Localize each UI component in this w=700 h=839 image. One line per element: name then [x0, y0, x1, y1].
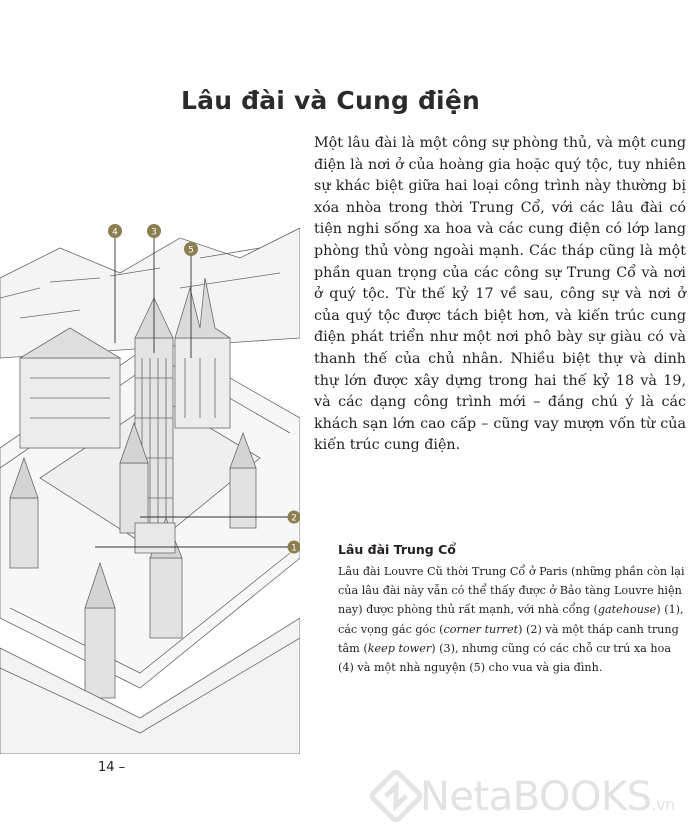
caption-term-corner-turret: corner turret	[443, 622, 519, 636]
castle-sketch	[0, 228, 300, 754]
caption-title: Lâu đài Trung Cổ	[338, 542, 456, 557]
page-number: 14 –	[98, 760, 126, 775]
caption-text	[338, 562, 690, 677]
svg-text:4: 4	[112, 227, 118, 238]
callout-label-1	[288, 541, 301, 554]
caption-term-keep-tower: keep tower	[367, 641, 432, 655]
callout-label-2	[288, 511, 301, 524]
callout-label-4	[108, 224, 122, 238]
caption-text-part-2: ) (1), các vọng gác góc (	[338, 603, 684, 636]
watermark-brand: NetaBOOKS	[420, 774, 652, 820]
svg-text:2: 2	[291, 513, 297, 524]
caption-term-gatehouse: gatehouse	[597, 603, 657, 617]
caption-text-part-3: ) (2) và một tháp canh trung tâm (	[338, 622, 679, 655]
page-title: Lâu đài và Cung điện	[181, 86, 480, 115]
caption-text-part-1: Lâu đài Louvre Cũ thời Trung Cổ ở Paris (những phần còn lại của lâu đài này vẫn có thể thấy được ở Bảo tàng Louvre hiện nay) được phòng thủ rất mạnh, với nhà cổng (	[338, 565, 685, 617]
svg-text:3: 3	[151, 227, 157, 238]
callout-label-3	[147, 224, 161, 238]
caption-text-part-4: ) (3), nhưng cũng có các chỗ cư trú xa hoa (4) và một nhà nguyện (5) cho vua và gia đình.	[338, 641, 671, 675]
svg-text:1: 1	[291, 543, 297, 554]
castle-illustration	[0, 218, 300, 754]
body-paragraph: Một lâu đài là một công sự phòng thủ, và một cung điện là nơi ở của hoàng gia hoặc quý tộc, tuy nhiên sự khác biệt giữa hai loại công trình này thường bị xóa nhòa trong thời Trung Cổ, với các lâu đài có tiện nghi sống xa hoa và các cung điện có lớp lang phòng thủ vòng ngoài mạnh. Các tháp cũng là một phần quan trọng của các công sự Trung Cổ và nơi ở quý tộc. Từ thế kỷ 17 về sau, công sự và nơi ở của quý tộc được tách biệt hơn, và kiến trúc cung điện phát triển như một nơi phô bày sự giàu có và thanh thế của chủ nhân. Nhiều biệt thự và dinh thự lớn được xây dựng trong hai thế kỷ 18 và 19, và các dạng công trình mới – đáng chú ý là các khách sạn lớn cao cấp – cũng vay mượn vốn từ của kiến trúc cung điện.	[314, 135, 686, 454]
watermark-suffix: .vn	[651, 795, 675, 814]
watermark-text	[420, 774, 675, 820]
svg-text:5: 5	[188, 245, 194, 256]
callout-label-5	[184, 242, 198, 256]
